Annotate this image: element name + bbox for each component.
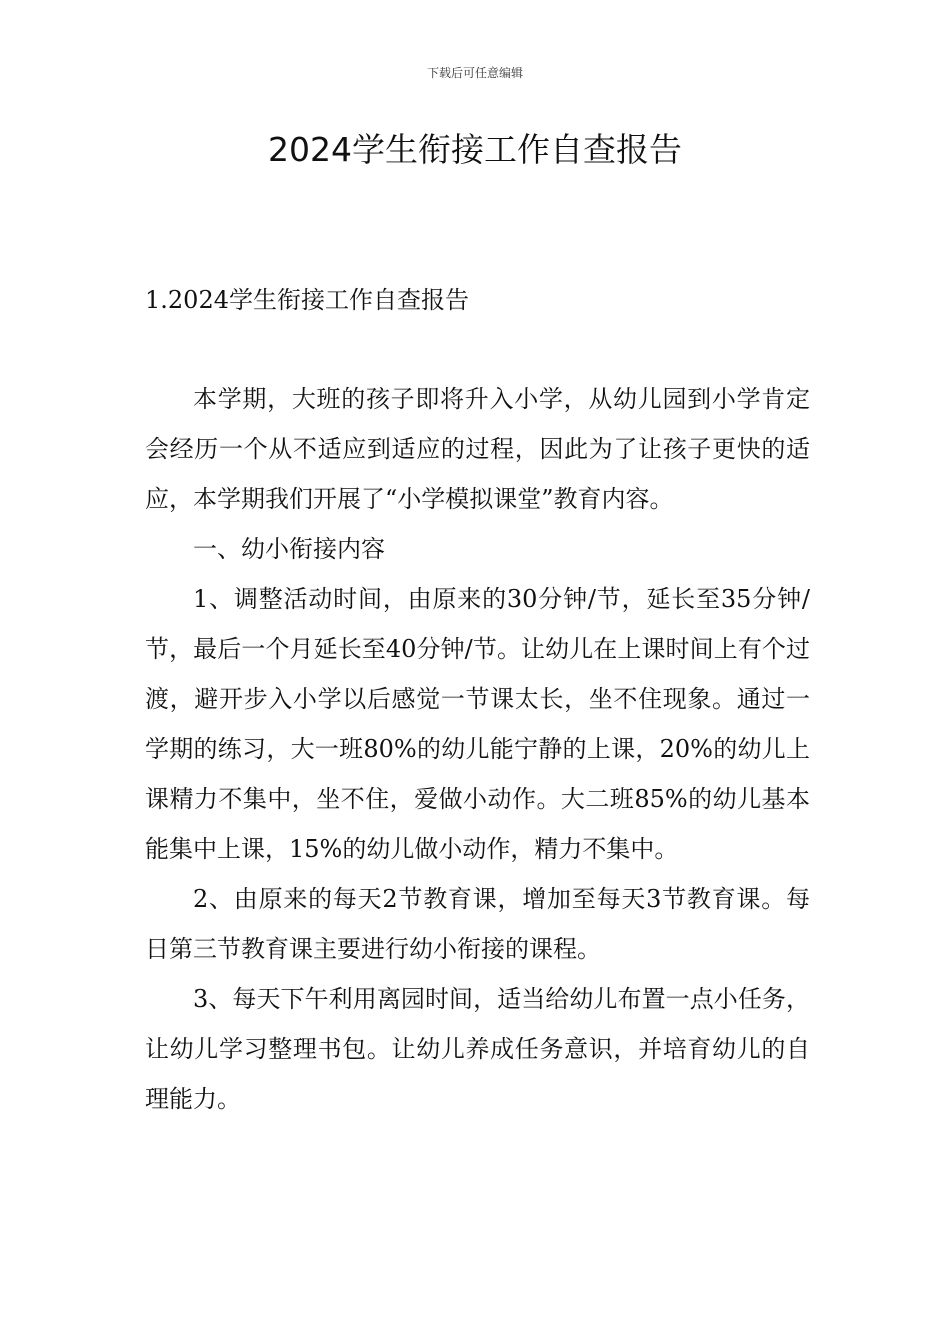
paragraph-item-1: 1、调整活动时间，由原来的30分钟/节，延长至35分钟/节，最后一个月延长至40分钟/节。让幼儿在上课时间上有个过渡，避开步入小学以后感觉一节课太长，坐不住现象。通过一学期的练习，大一班80%的幼儿能宁静的上课，20%的幼儿上课精力不集中，坐不住，爱做小动作。大二班85%的幼儿基本能集中上课，15%的幼儿做小动作，精力不集中。 <box>145 585 810 863</box>
section-title: 1.2024学生衔接工作自查报告 <box>145 286 469 314</box>
paragraph-heading-1: 一、幼小衔接内容 <box>193 535 385 563</box>
document-title: 2024学生衔接工作自查报告 <box>268 130 682 169</box>
paragraph-intro: 本学期，大班的孩子即将升入小学，从幼儿园到小学肯定会经历一个从不适应到适应的过程，因此为了让孩子更快的适应，本学期我们开展了“小学模拟课堂”教育内容。 <box>145 385 810 513</box>
paragraph-item-2: 2、由原来的每天2节教育课，增加至每天3节教育课。每日第三节教育课主要进行幼小衔接的课程。 <box>145 885 810 963</box>
body-text <box>145 374 810 1124</box>
paragraph-item-3: 3、每天下午利用离园时间，适当给幼儿布置一点小任务，让幼儿学习整理书包。让幼儿养成任务意识，并培育幼儿的自理能力。 <box>145 985 810 1113</box>
header-note: 下载后可任意编辑 <box>426 66 523 80</box>
